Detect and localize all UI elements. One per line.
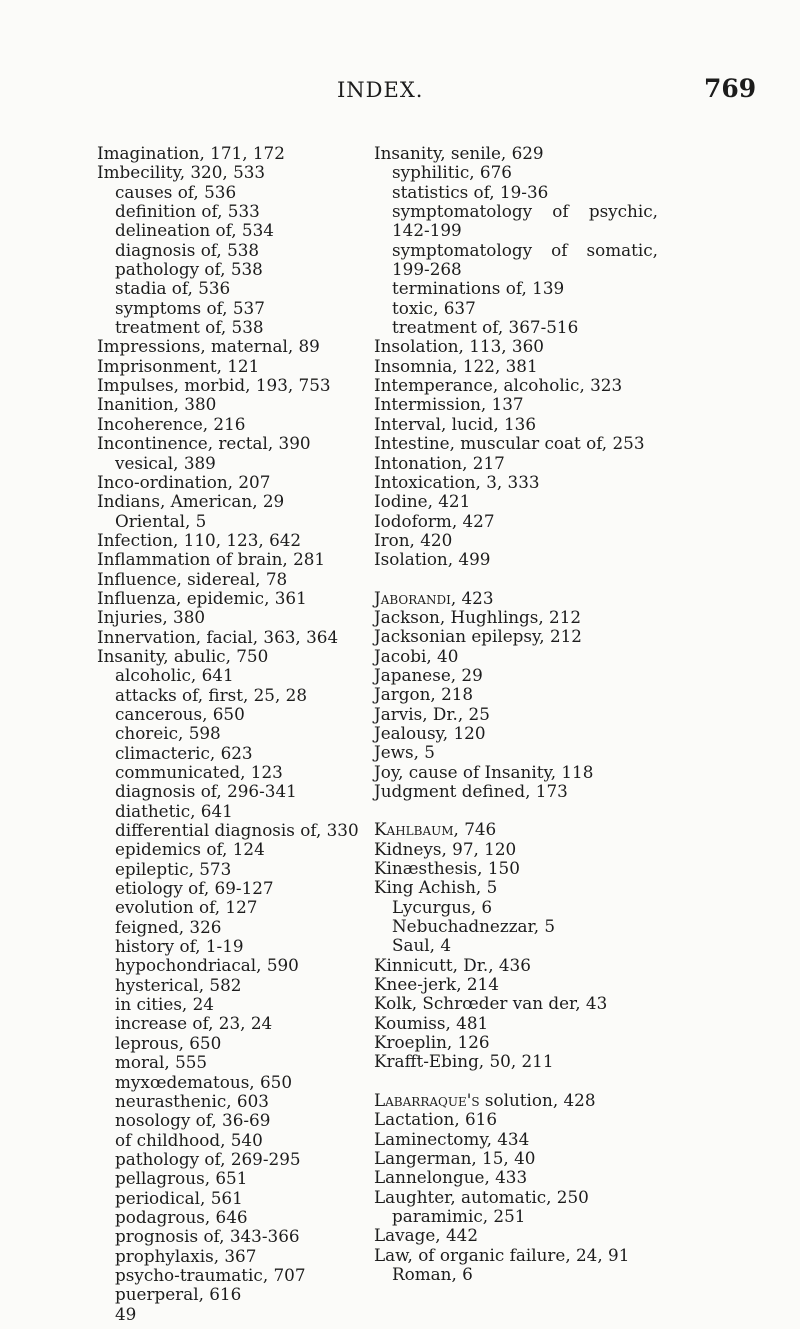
index-entry-word: symptomatology — [392, 239, 533, 260]
index-entry: Intestine, muscular coat of, 253 — [374, 433, 645, 454]
index-entry-word: of — [552, 201, 569, 222]
index-entry: Injuries, 380 — [97, 607, 206, 628]
index-entry-smallcaps: Kahlbaum, 746 — [374, 819, 497, 840]
index-entry — [374, 820, 674, 839]
index-entry: Imbecility, 320, 533 — [97, 162, 266, 183]
index-entry: Kidneys, 97, 120 — [374, 838, 517, 859]
signature-mark: 49 — [115, 1303, 137, 1324]
index-subentry: statistics of, 19-36 — [392, 181, 549, 202]
index-subentry: hysterical, 582 — [115, 974, 242, 995]
index-entry: Intoxication, 3, 333 — [374, 471, 540, 492]
index-entry: Inco-ordination, 207 — [97, 471, 271, 492]
index-entry: Insanity, senile, 629 — [374, 143, 544, 163]
index-subentry: moral, 555 — [115, 1052, 208, 1073]
index-subentry: pellagrous, 651 — [115, 1168, 248, 1189]
index-entry: Knee-jerk, 214 — [374, 974, 499, 995]
index-subentry: Roman, 6 — [392, 1263, 473, 1284]
index-subentry: neurasthenic, 603 — [115, 1090, 269, 1111]
index-subentry: puerperal, 616 — [115, 1284, 242, 1305]
index-subentry: paramimic, 251 — [392, 1205, 526, 1226]
index-subentry: 199-268 — [392, 259, 462, 280]
index-entry: Langerman, 15, 40 — [374, 1147, 536, 1168]
index-entry: Inanition, 380 — [97, 394, 217, 415]
page-title: INDEX. — [337, 78, 424, 102]
index-entry: Insomnia, 122, 381 — [374, 355, 538, 376]
index-subentry: pathology of, 269-295 — [115, 1148, 301, 1169]
index-subentry: prophylaxis, 367 — [115, 1245, 257, 1266]
index-subentry: syphilitic, 676 — [392, 162, 512, 183]
index-subentry: terminations of, 139 — [392, 278, 565, 299]
index-entry: Japanese, 29 — [374, 664, 483, 685]
index-entry: Incontinence, rectal, 390 — [97, 433, 311, 454]
page-number: 769 — [704, 74, 757, 103]
index-subentry: in cities, 24 — [115, 994, 214, 1015]
index-entry: Jarvis, Dr., 25 — [374, 703, 490, 724]
index-entry: Jacksonian epilepsy, 212 — [374, 626, 582, 647]
index-entry: Intonation, 217 — [374, 452, 505, 473]
index-subentry: pathology of, 538 — [115, 259, 263, 280]
index-entry: Judgment defined, 173 — [374, 781, 568, 801]
index-entry: Intemperance, alcoholic, 323 — [374, 375, 623, 396]
index-subentry: nosology of, 36-69 — [115, 1110, 271, 1131]
index-entry: Joy, cause of Insanity, 118 — [374, 761, 594, 782]
index-subentry: history of, 1-19 — [115, 936, 244, 957]
index-entry: Kroeplin, 126 — [374, 1032, 490, 1053]
index-subentry: periodical, 561 — [115, 1187, 243, 1208]
index-subentry: definition of, 533 — [115, 201, 260, 222]
index-subentry: Lycurgus, 6 — [392, 896, 493, 917]
index-entry: Intermission, 137 — [374, 394, 524, 415]
index-entry: Impulses, morbid, 193, 753 — [97, 375, 331, 396]
index-subentry: delineation of, 534 — [115, 220, 274, 241]
index-entry: Jargon, 218 — [374, 684, 474, 705]
index-subentry: Oriental, 5 — [115, 510, 207, 531]
index-entry: Lavage, 442 — [374, 1225, 479, 1246]
index-subentry: differential diagnosis of, 330 — [115, 820, 359, 841]
index-subentry: psycho-traumatic, 707 — [115, 1264, 306, 1285]
index-entry: Koumiss, 481 — [374, 1012, 489, 1033]
index-entry-word: somatic, — [586, 239, 658, 260]
index-subentry: alcoholic, 641 — [115, 665, 234, 686]
index-entry: Indians, American, 29 — [97, 491, 285, 512]
index-entry: Imprisonment, 121 — [97, 355, 260, 376]
index-entry: Infection, 110, 123, 642 — [97, 529, 302, 550]
index-entry: Iron, 420 — [374, 529, 453, 550]
index-entry: Jackson, Hughlings, 212 — [374, 606, 582, 627]
index-subentry: epidemics of, 124 — [115, 839, 265, 860]
index-entry: Iodine, 421 — [374, 491, 471, 512]
index-entry: Isolation, 499 — [374, 549, 491, 570]
index-entry-word: of — [551, 239, 568, 260]
index-entry: Jealousy, 120 — [374, 722, 486, 743]
index-subentry: cancerous, 650 — [115, 703, 245, 724]
index-entry-smallcaps: Jaborandi, 423 — [374, 587, 494, 608]
index-subentry: increase of, 23, 24 — [115, 1013, 273, 1034]
index-entry: Kolk, Schrœder van der, 43 — [374, 993, 608, 1014]
index-entry-smallcaps: Labarraque's — [374, 1089, 480, 1110]
index-entry-word: symptomatology — [392, 201, 533, 222]
index-subentry: evolution of, 127 — [115, 897, 258, 918]
index-entry: Interval, lucid, 136 — [374, 413, 537, 434]
index-entry: Jacobi, 40 — [374, 645, 459, 666]
index-subentry: communicated, 123 — [115, 762, 283, 782]
index-entry: Laminectomy, 434 — [374, 1128, 530, 1149]
index-entry: Iodoform, 427 — [374, 510, 495, 531]
index-subentry: 142-199 — [392, 220, 462, 241]
index-subentry: causes of, 536 — [115, 181, 237, 202]
index-entry: Jews, 5 — [374, 742, 435, 763]
index-entry: Kinnicutt, Dr., 436 — [374, 954, 531, 975]
index-subentry: choreic, 598 — [115, 723, 221, 744]
index-subentry: vesical, 389 — [115, 452, 216, 473]
index-subentry: diagnosis of, 296-341 — [115, 781, 297, 802]
index-entry: Influence, sidereal, 78 — [97, 568, 288, 589]
index-subentry: diagnosis of, 538 — [115, 239, 260, 260]
index-subentry: feigned, 326 — [115, 916, 222, 937]
index-subentry: podagrous, 646 — [115, 1206, 248, 1227]
index-subentry: diathetic, 641 — [115, 800, 233, 821]
index-entry-word: psychic, — [588, 201, 658, 222]
index-subentry: treatment of, 538 — [115, 317, 264, 338]
index-subentry: climacteric, 623 — [115, 742, 253, 763]
index-entry: Laughter, automatic, 250 — [374, 1186, 589, 1207]
index-entry: Innervation, facial, 363, 364 — [97, 626, 339, 647]
index-entry: Incoherence, 216 — [97, 413, 246, 434]
index-entry: King Achish, 5 — [374, 877, 498, 898]
index-subentry: stadia of, 536 — [115, 278, 231, 299]
index-subentry — [374, 202, 658, 221]
index-entry: Imagination, 171, 172 — [97, 143, 285, 163]
index-entry: Lactation, 616 — [374, 1109, 498, 1130]
index-entry: Insanity, abulic, 750 — [97, 645, 269, 666]
index-entry: Inflammation of brain, 281 — [97, 549, 326, 570]
index-subentry: symptoms of, 537 — [115, 297, 265, 318]
index-subentry: epileptic, 573 — [115, 858, 232, 879]
index-subentry: Saul, 4 — [392, 935, 452, 956]
index-subentry: myxœdematous, 650 — [115, 1071, 293, 1092]
index-subentry: leprous, 650 — [115, 1032, 222, 1053]
index-entry: Law, of organic failure, 24, 91 — [374, 1244, 630, 1265]
index-subentry: Nebuchadnezzar, 5 — [392, 916, 556, 937]
index-subentry: treatment of, 367-516 — [392, 317, 579, 338]
index-entry — [374, 1091, 674, 1110]
index-subentry: prognosis of, 343-366 — [115, 1226, 300, 1247]
index-entry: Influenza, epidemic, 361 — [97, 587, 307, 608]
index-subentry: etiology of, 69-127 — [115, 878, 274, 899]
index-entry: Lannelongue, 433 — [374, 1167, 528, 1188]
index-entry: Insolation, 113, 360 — [374, 336, 544, 357]
index-column-right — [374, 144, 674, 1284]
index-subentry: hypochondriacal, 590 — [115, 955, 299, 976]
index-entry — [374, 589, 674, 608]
index-entry: Krafft-Ebing, 50, 211 — [374, 1051, 554, 1072]
index-subentry: toxic, 637 — [392, 297, 476, 318]
index-subentry: attacks of, first, 25, 28 — [115, 684, 308, 705]
index-entry: Impressions, maternal, 89 — [97, 336, 320, 357]
page-header — [0, 74, 800, 114]
index-subentry — [374, 241, 658, 260]
index-entry-rest: solution, 428 — [479, 1089, 596, 1110]
index-subentry: of childhood, 540 — [115, 1129, 263, 1150]
index-entry: Kinæsthesis, 150 — [374, 858, 520, 879]
